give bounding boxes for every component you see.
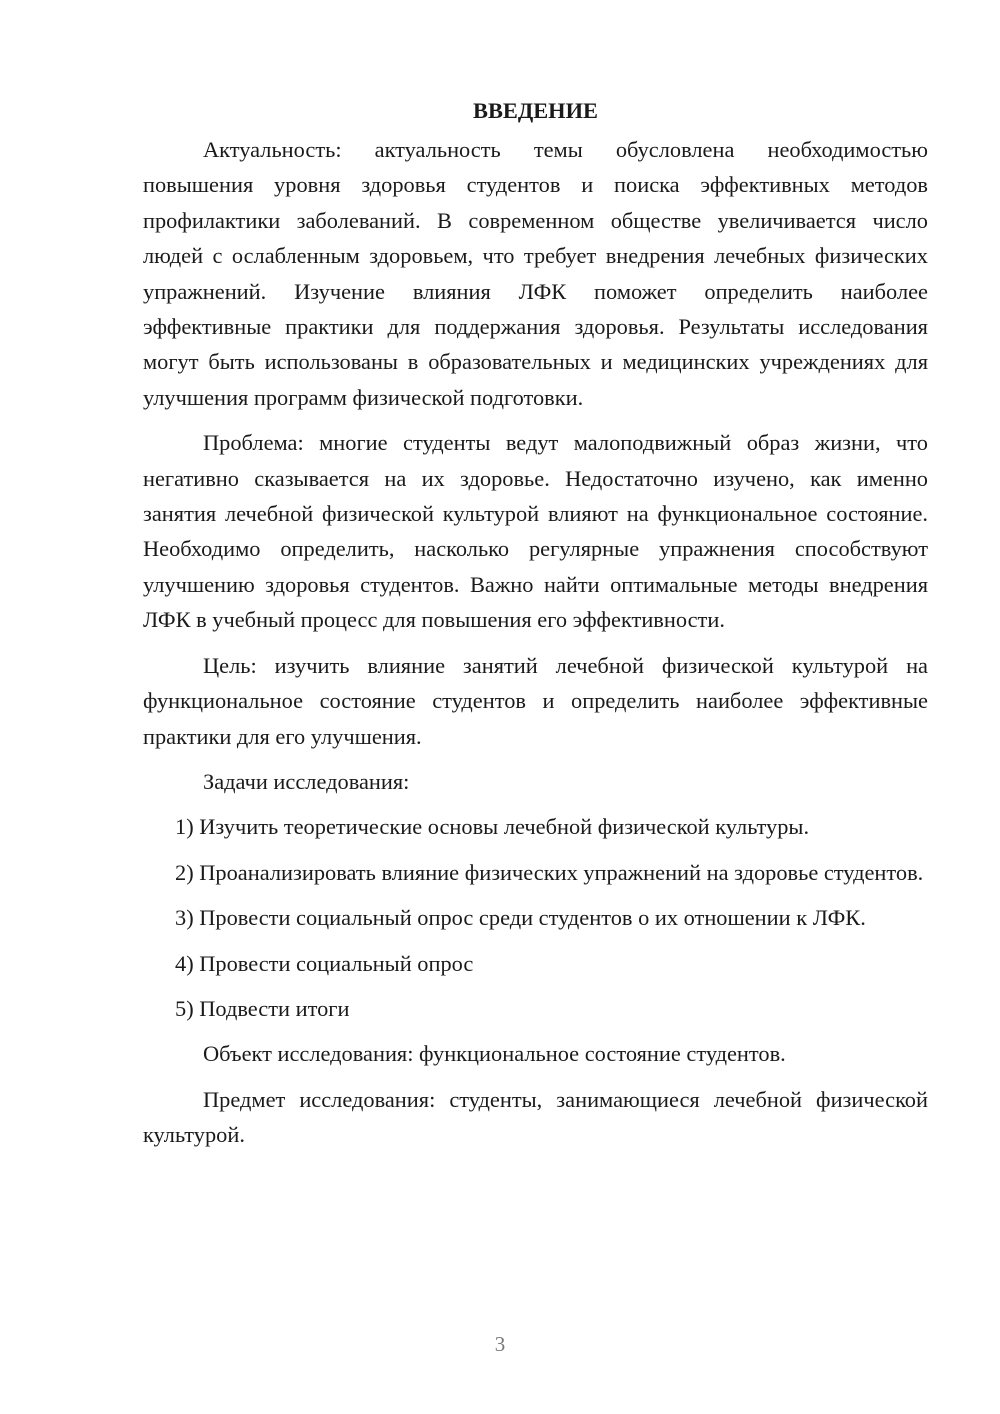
- page-number: 3: [494, 1332, 506, 1356]
- subject-paragraph: Предмет исследования: студенты, занимающиеся лечебной физической культурой.: [143, 1086, 928, 1148]
- task-item: 3) Провести социальный опрос среди студентов о их отношении к ЛФК.: [175, 905, 866, 931]
- task-item: 2) Проанализировать влияние физических упражнений на здоровье студентов.: [175, 859, 924, 885]
- task-item: 4) Провести социальный опрос: [175, 950, 474, 976]
- document-page: [143, 93, 928, 1163]
- section-title: ВВЕДЕНИЕ: [473, 98, 598, 123]
- goal-paragraph: Цель: изучить влияние занятий лечебной физической культурой на функциональное состояние студентов и определить наиболее эффективные практики для его улучшения.: [143, 652, 928, 749]
- problem-paragraph: Проблема: многие студенты ведут малоподвижный образ жизни, что негативно сказывается на их здоровье. Недостаточно изучено, как именно занятия лечебной физической культурой влияют на функциональное состояние. Необходимо определить, насколько регулярные упражнения способствуют улучшению здоровья студентов. Важно найти оптимальные методы внедрения ЛФК в учебный процесс для повышения его эффективности.: [143, 430, 928, 633]
- tasks-heading: Задачи исследования:: [203, 768, 410, 794]
- task-item: 5) Подвести итоги: [175, 995, 350, 1021]
- object-paragraph: Объект исследования: функциональное состояние студентов.: [203, 1041, 786, 1067]
- task-item: 1) Изучить теоретические основы лечебной физической культуры.: [175, 814, 810, 840]
- relevance-paragraph: Актуальность: актуальность темы обусловлена необходимостью повышения уровня здоровья студентов и поиска эффективных методов профилактики заболеваний. В современном обществе увеличивается число людей с ослабленным здоровьем, что требует внедрения лечебных физических упражнений. Изучение влияния ЛФК поможет определить наиболее эффективные практики для поддержания здоровья. Результаты исследования могут быть использованы в образовательных и медицинских учреждениях для улучшения программ физической подготовки.: [143, 137, 928, 410]
